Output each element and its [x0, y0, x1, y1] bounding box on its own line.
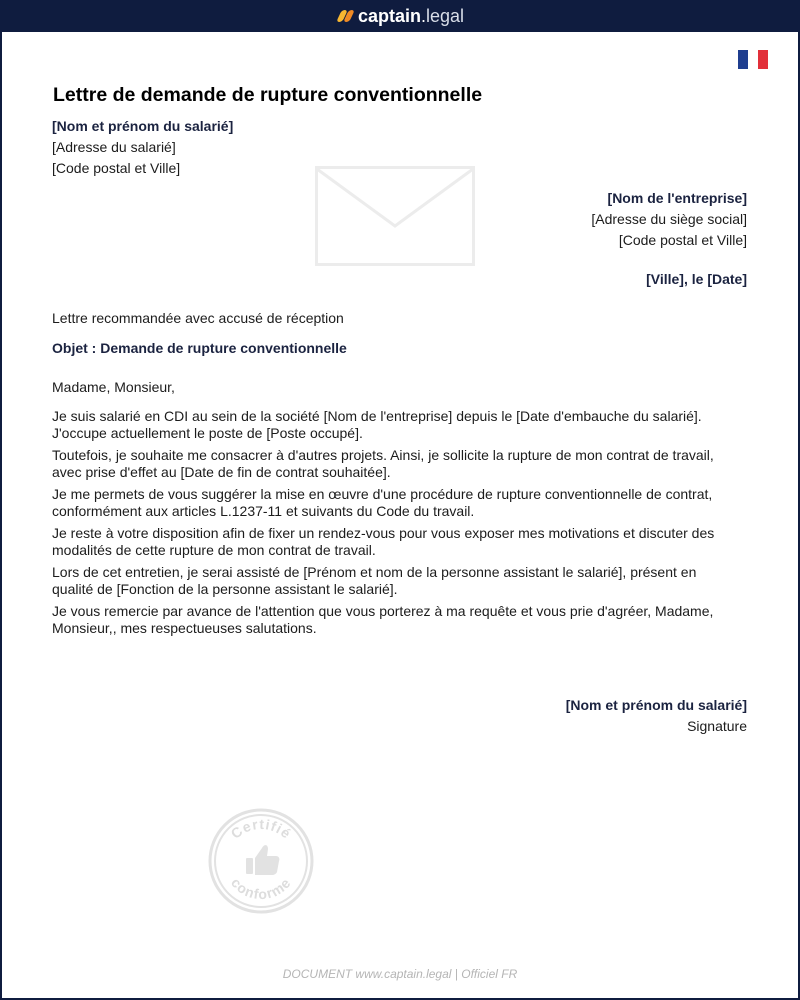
svg-text:Certifié	[228, 816, 295, 842]
sender-address: [Adresse du salarié]	[52, 139, 176, 155]
recipient-city: [Code postal et Ville]	[618, 232, 747, 248]
thumbs-up-icon	[246, 845, 279, 875]
brand-logo[interactable]	[336, 7, 464, 25]
paragraph-4: Je reste à votre disposition afin de fixer un rendez-vous pour vous exposer mes motivations et discuter des modalités de cette rupture de mon contrat de travail.	[52, 525, 715, 558]
envelope-watermark-icon	[315, 166, 475, 266]
top-bar	[0, 0, 800, 32]
brand-dot: .	[420, 6, 426, 26]
recipient-address: [Adresse du siège social]	[591, 211, 747, 227]
signature-name: [Nom et prénom du salarié]	[565, 697, 747, 713]
delivery-mode: Lettre recommandée avec accusé de réception	[52, 310, 344, 326]
sender-name: [Nom et prénom du salarié]	[52, 118, 234, 134]
stamp-line1: Certifié	[227, 815, 295, 842]
place-date: [Ville], le [Date]	[646, 271, 747, 287]
footer-text: DOCUMENT www.captain.legal | Officiel FR	[282, 967, 518, 981]
captain-logo-icon	[336, 9, 354, 23]
svg-text:conforme	[228, 874, 294, 902]
document-title: Lettre de demande de rupture conventionnelle	[53, 84, 483, 106]
paragraph-3: Je me permets de vous suggérer la mise en œuvre d'une procédure de rupture conventionnelle de contrat, conformément aux articles L.1237-11 et suivants du Code du travail.	[52, 486, 713, 519]
recipient-company: [Nom de l'entreprise]	[607, 190, 747, 206]
brand-name: captain	[357, 6, 421, 26]
french-flag-icon	[738, 50, 768, 69]
paragraph-6: Je vous remercie par avance de l'attention que vous porterez à ma requête et vous prie d'agréer, Madame, Monsieur,, mes respectueuses salutations.	[52, 603, 714, 636]
salutation: Madame, Monsieur,	[52, 379, 175, 395]
signature-label: Signature	[687, 718, 747, 734]
paragraph-5: Lors de cet entretien, je serai assisté de [Prénom et nom de la personne assistant le salarié], présent en qualité de [Fonction de la personne assistant le salarié].	[52, 564, 697, 597]
sender-city: [Code postal et Ville]	[52, 160, 181, 176]
paragraph-1: Je suis salarié en CDI au sein de la société [Nom de l'entreprise] depuis le [Date d'embauche du salarié]. J'occupe actuellement le poste de [Poste occupé].	[52, 408, 702, 441]
paragraph-2: Toutefois, je souhaite me consacrer à d'autres projets. Ainsi, je sollicite la rupture de mon contrat de travail, avec prise d'effet au [Date de fin de contrat souhaitée].	[52, 447, 714, 480]
certified-stamp-icon	[206, 806, 316, 916]
brand-tld: legal	[426, 6, 465, 26]
subject-line: Objet : Demande de rupture conventionnelle	[52, 340, 347, 356]
stamp-line2: conforme	[227, 874, 295, 903]
